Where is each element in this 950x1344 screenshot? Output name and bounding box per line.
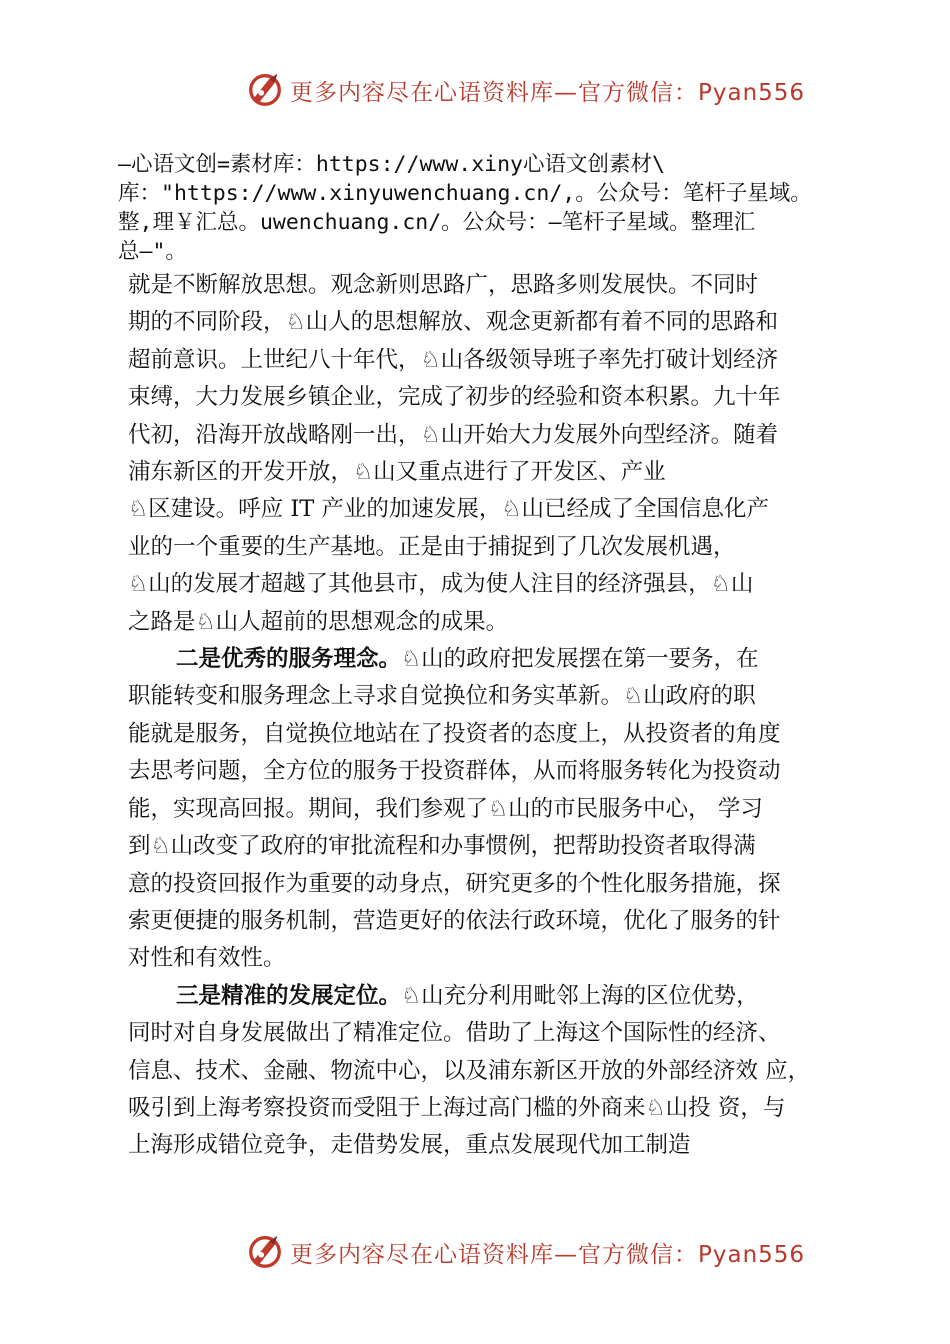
- text-line: 职能转变和服务理念上寻求自觉换位和务实革新。♘山政府的职: [128, 683, 756, 710]
- text-line: 上海形成错位竞争，走借势发展，重点发展现代加工制造: [128, 1132, 691, 1159]
- paragraph-heading: 二是优秀的服务理念。: [176, 646, 402, 673]
- paragraph-heading: 三是精准的发展定位。: [176, 982, 402, 1009]
- paragraph-lead-line: [128, 641, 888, 678]
- banner-text: 更多内容尽在心语资料库—官方微信：Pyan556: [290, 1242, 806, 1268]
- text-line: 吸引到上海考察投资而受阻于上海过高门槛的外商来♘山投 资，与: [128, 1094, 786, 1121]
- pen-nib-logo-icon: [246, 1232, 284, 1270]
- text-line: 对性和有效性。: [128, 945, 286, 972]
- text-segment: ♘山的政府把发展摆在第一要务，在: [401, 646, 759, 673]
- text-line: 能，实现高回报。期间，我们参观了♘山的市民服务中心， 学习: [128, 795, 763, 822]
- text-line: 到♘山改变了政府的审批流程和办事惯例，把帮助投资者取得满: [128, 833, 756, 860]
- footer-banner: [0, 1228, 950, 1278]
- text-line: 去思考问题，全方位的服务于投资群体，从而将服务转化为投资动: [128, 758, 781, 785]
- text-line: 同时对自身发展做出了精准定位。借助了上海这个国际性的经济、: [128, 1020, 781, 1047]
- text-line: ♘山的发展才超越了其他县市，成为使人注目的经济强县，♘山: [128, 571, 754, 598]
- text-line: ♘区建设。呼应 IT 产业的加速发展，♘山已经成了全国信息化产: [128, 496, 770, 523]
- text-line: 索更便捷的服务机制，营造更好的依法行政环境，优化了服务的针: [128, 907, 781, 934]
- text-line: 能就是服务，自觉换位地站在了投资者的态度上，从投资者的角度: [128, 720, 781, 747]
- source-line: —心语文创=素材库：https://www.xiny心语文创素材\: [118, 152, 665, 177]
- text-line: 期的不同阶段，♘山人的思想解放、观念更新都有着不同的思路和: [128, 309, 779, 336]
- banner-text: 更多内容尽在心语资料库—官方微信：Pyan556: [290, 80, 806, 106]
- source-line: 库："https://www.xinyuwenchuang.cn/,。公众号：笔杆子星域。: [118, 181, 812, 206]
- text-line: 业的一个重要的生产基地。正是由于捕捉到了几次发展机遇，: [128, 533, 736, 560]
- source-line: 总—"。: [118, 239, 187, 264]
- text-line: 超前意识。上世纪八十年代，♘山各级领导班子率先打破计划经济: [128, 346, 779, 373]
- text-segment: ♘山充分利用毗邻上海的区位优势，: [401, 982, 759, 1009]
- text-line: 代初，沿海开放战略刚一出，♘山开始大力发展外向型经济。随着: [128, 421, 779, 448]
- text-line: 束缚，大力发展乡镇企业，完成了初步的经验和资本积累。九十年: [128, 384, 781, 411]
- text-line: 信息、技术、金融、物流中心，以及浦东新区开放的外部经济效 应，: [128, 1057, 811, 1084]
- header-banner: [0, 66, 950, 116]
- text-line: 意的投资回报作为重要的动身点，研究更多的个性化服务措施，探: [128, 870, 781, 897]
- text-line: 就是不断解放思想。观念新则思路广，思路多则发展快。不同时: [128, 272, 759, 298]
- paragraph-lead-line: [128, 978, 888, 1015]
- text-line: 浦东新区的开发开放，♘山又重点进行了开发区、产业: [128, 459, 666, 486]
- text-line: 之路是♘山人超前的思想观念的成果。: [128, 608, 509, 635]
- document-body: [128, 267, 888, 1165]
- source-line: 整,理￥汇总。uwenchuang.cn/。公众号：—笔杆子星域。整理汇: [118, 210, 756, 235]
- source-note: [118, 150, 878, 266]
- pen-nib-logo-icon: [246, 70, 284, 108]
